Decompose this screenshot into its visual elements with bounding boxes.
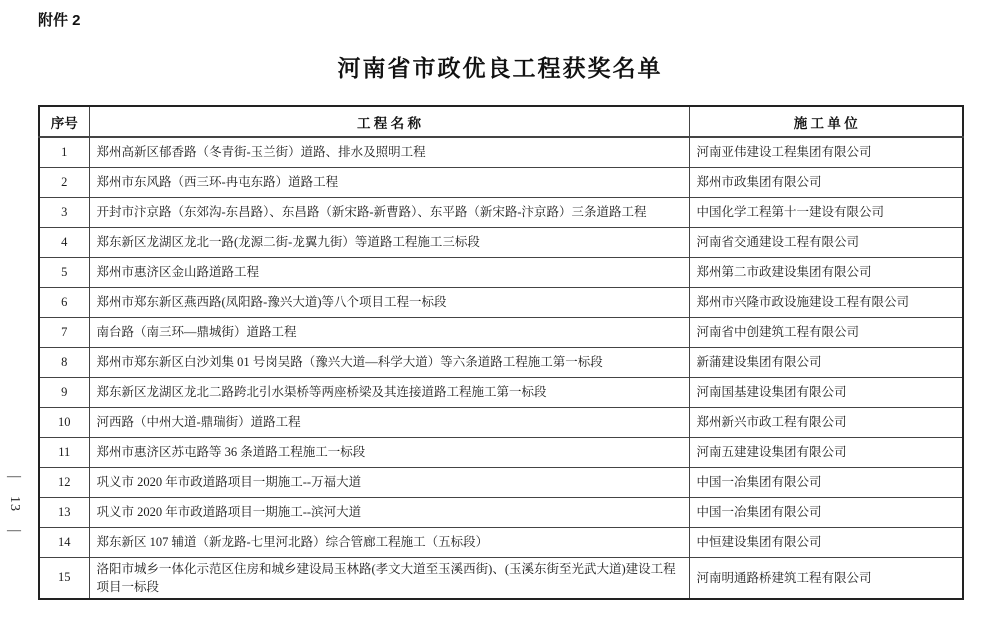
page-number-dash-top: — <box>7 469 21 484</box>
table-row <box>39 467 963 497</box>
table-row <box>39 287 963 317</box>
table-header-row <box>39 106 963 137</box>
row-index-cell: 5 <box>39 257 89 287</box>
builder-unit-cell: 河南明通路桥建筑工程有限公司 <box>689 557 963 599</box>
table-row <box>39 317 963 347</box>
table-row <box>39 377 963 407</box>
project-name-cell: 郑州市郑东新区白沙刘集 01 号岗吴路（豫兴大道—科学大道）等六条道路工程施工第一标段 <box>89 347 689 377</box>
project-name-cell: 郑州市惠济区苏屯路等 36 条道路工程施工一标段 <box>89 437 689 467</box>
row-index-cell: 14 <box>39 527 89 557</box>
table-row <box>39 197 963 227</box>
builder-unit-cell: 郑州第二市政建设集团有限公司 <box>689 257 963 287</box>
table-row <box>39 527 963 557</box>
builder-unit-cell: 河南国基建设集团有限公司 <box>689 377 963 407</box>
builder-unit-cell: 中国一冶集团有限公司 <box>689 497 963 527</box>
awards-table <box>38 105 964 600</box>
builder-unit-cell: 新蒲建设集团有限公司 <box>689 347 963 377</box>
project-name-cell: 郑东新区龙湖区龙北二路跨北引水渠桥等两座桥梁及其连接道路工程施工第一标段 <box>89 377 689 407</box>
row-index-cell: 6 <box>39 287 89 317</box>
builder-unit-cell: 中恒建设集团有限公司 <box>689 527 963 557</box>
project-name-cell: 南台路（南三环—鼎城街）道路工程 <box>89 317 689 347</box>
project-name-cell: 洛阳市城乡一体化示范区住房和城乡建设局玉林路(孝文大道至玉溪西街)、(玉溪东街至光武大道)建设工程项目一标段 <box>89 557 689 599</box>
builder-unit-cell: 河南五建建设集团有限公司 <box>689 437 963 467</box>
table-row <box>39 407 963 437</box>
page-number-dash-bottom: — <box>7 523 21 538</box>
project-name-cell: 开封市汴京路（东郊沟-东昌路）、东昌路（新宋路-新曹路）、东平路（新宋路-汴京路）三条道路工程 <box>89 197 689 227</box>
project-name-cell: 巩义市 2020 年市政道路项目一期施工--万福大道 <box>89 467 689 497</box>
row-index-cell: 15 <box>39 557 89 599</box>
column-header-unit: 施 工 单 位 <box>689 106 963 137</box>
project-name-cell: 巩义市 2020 年市政道路项目一期施工--滨河大道 <box>89 497 689 527</box>
table-row <box>39 497 963 527</box>
project-name-cell: 郑东新区 107 辅道（新龙路-七里河北路）综合管廊工程施工（五标段） <box>89 527 689 557</box>
table-row <box>39 557 963 599</box>
builder-unit-cell: 河南亚伟建设工程集团有限公司 <box>689 137 963 167</box>
row-index-cell: 3 <box>39 197 89 227</box>
page-number-value: 13 <box>7 496 22 512</box>
row-index-cell: 2 <box>39 167 89 197</box>
builder-unit-cell: 中国一冶集团有限公司 <box>689 467 963 497</box>
builder-unit-cell: 河南省交通建设工程有限公司 <box>689 227 963 257</box>
row-index-cell: 1 <box>39 137 89 167</box>
project-name-cell: 郑州市郑东新区燕西路(凤阳路-豫兴大道)等八个项目工程一标段 <box>89 287 689 317</box>
row-index-cell: 11 <box>39 437 89 467</box>
project-name-cell: 郑东新区龙湖区龙北一路(龙源二街-龙翼九街）等道路工程施工三标段 <box>89 227 689 257</box>
builder-unit-cell: 河南省中创建筑工程有限公司 <box>689 317 963 347</box>
table-body <box>39 137 963 599</box>
row-index-cell: 8 <box>39 347 89 377</box>
table-row <box>39 137 963 167</box>
row-index-cell: 12 <box>39 467 89 497</box>
project-name-cell: 河西路（中州大道-鼎瑞街）道路工程 <box>89 407 689 437</box>
project-name-cell: 郑州高新区郁香路（冬青街-玉兰街）道路、排水及照明工程 <box>89 137 689 167</box>
page-number <box>0 469 28 538</box>
project-name-cell: 郑州市惠济区金山路道路工程 <box>89 257 689 287</box>
page-title: 河南省市政优良工程获奖名单 <box>337 55 663 81</box>
row-index-cell: 7 <box>39 317 89 347</box>
builder-unit-cell: 郑州市政集团有限公司 <box>689 167 963 197</box>
column-header-project: 工 程 名 称 <box>89 106 689 137</box>
table-row <box>39 167 963 197</box>
table-row <box>39 227 963 257</box>
project-name-cell: 郑州市东风路（西三环-冉屯东路）道路工程 <box>89 167 689 197</box>
table-row <box>39 347 963 377</box>
column-header-index: 序号 <box>39 106 89 137</box>
row-index-cell: 4 <box>39 227 89 257</box>
table-row <box>39 257 963 287</box>
builder-unit-cell: 郑州市兴隆市政设施建设工程有限公司 <box>689 287 963 317</box>
builder-unit-cell: 郑州新兴市政工程有限公司 <box>689 407 963 437</box>
row-index-cell: 9 <box>39 377 89 407</box>
table-row <box>39 437 963 467</box>
row-index-cell: 13 <box>39 497 89 527</box>
builder-unit-cell: 中国化学工程第十一建设有限公司 <box>689 197 963 227</box>
row-index-cell: 10 <box>39 407 89 437</box>
attachment-label: 附件 2 <box>38 12 81 29</box>
